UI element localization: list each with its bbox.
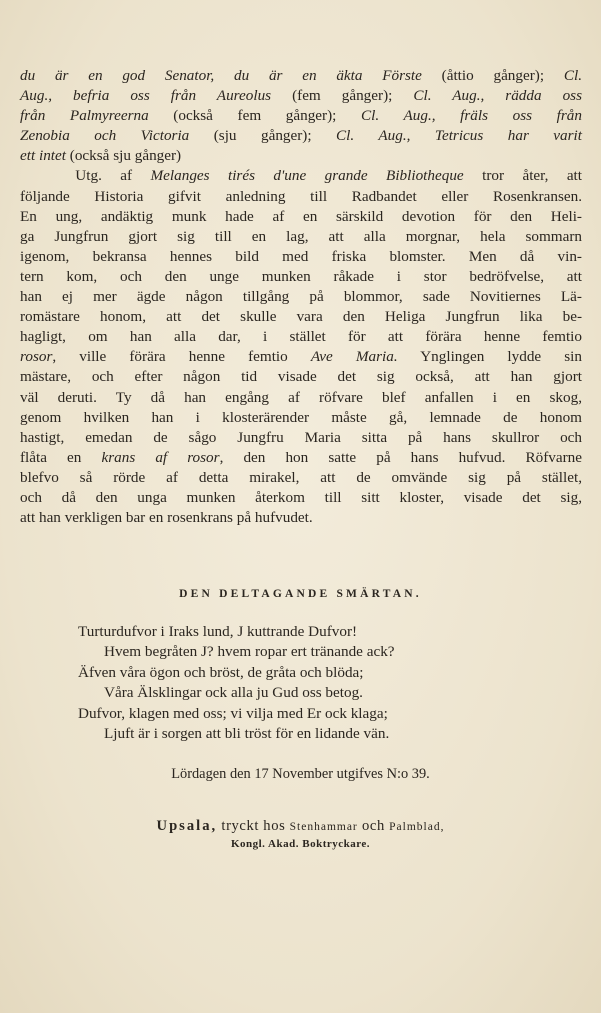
printer-name: Palmblad, xyxy=(389,821,445,833)
italic-text: Cl. Aug., fräls oss från xyxy=(336,107,582,125)
prose-line: och då den unga munken återkom till sitt kloster, visade det sig, xyxy=(20,488,582,506)
text: Utg. af xyxy=(75,167,151,185)
italic-text: Cl. xyxy=(544,67,582,84)
prose-line: tern kom, och den unge munken råkade i stor bedröfvelse, att xyxy=(20,267,582,285)
italic-text: Ave Maria. xyxy=(310,348,398,366)
italic-text: Cl. Aug., Tetricus har varit xyxy=(311,127,582,145)
issue-notice: Lördagen den 17 November utgifves N:o 39. xyxy=(171,766,430,782)
text: (åttio gånger); xyxy=(421,67,545,84)
imprint xyxy=(0,818,601,835)
prose-line: följande Historia gifvit anledning till Radbandet eller Rosenkransen. xyxy=(20,187,582,205)
prose-line: hagligt, om han alla dar, i stället för att förära henne femtio xyxy=(20,328,582,346)
text: (också sju gånger) xyxy=(65,147,182,165)
poem-line: Dufvor, klagen med oss; vi vilja med Er ock klaga; xyxy=(78,704,388,722)
prose-line: ga Jungfrun gjort sig till en lag, att alla morgnar, hela sommarn xyxy=(20,227,582,245)
prose-line xyxy=(20,126,582,146)
text: (fem gånger); xyxy=(271,87,393,105)
italic-text: från Palmyreerna xyxy=(20,107,149,125)
imprint-subtitle: Kongl. Akad. Boktryckare. xyxy=(230,838,371,850)
prose-line: han ej mer ägde någon tillgång på blommor, sade Novitiernes Lä- xyxy=(20,288,582,306)
poem-line: Turturdufvor i Iraks lund, J kuttrande Dufvor! xyxy=(78,623,358,640)
italic-text: Melanges tirés d'une grande Bibliotheque xyxy=(150,167,464,185)
text: Ynglingen lydde sin xyxy=(397,348,582,366)
prose-line: igenom, bekransa hennes bild med friska blomster. Men då vin- xyxy=(20,247,582,265)
prose-line: hastigt, emedan de sågo Jungfru Maria sitta på hans skullror och xyxy=(20,428,582,446)
italic-text: du är en god Senator, du är en äkta Förste xyxy=(20,67,422,84)
prose-line: romästare honom, att det skulle vara den Heliga Jungfrun lika be- xyxy=(20,308,582,326)
imprint-city: Upsala, xyxy=(156,818,218,834)
text: flåta en xyxy=(20,448,102,466)
text: (sju gånger); xyxy=(189,127,312,145)
imprint-text: tryckt hos xyxy=(217,818,290,834)
prose-line xyxy=(20,66,582,86)
poem-block xyxy=(78,622,518,744)
text: tror åter, att xyxy=(463,167,583,185)
prose-line: En ung, andäktig munk hade af en särskild devotion för den Heli- xyxy=(20,207,582,225)
prose-line xyxy=(20,448,582,468)
prose-line xyxy=(20,86,582,106)
prose-block xyxy=(20,66,582,528)
text: (också fem gånger); xyxy=(148,107,337,125)
italic-text: Cl. Aug., rädda oss xyxy=(392,87,582,105)
poem-title: DEN DELTAGANDE SMÄRTAN. xyxy=(179,588,422,600)
italic-text: krans af rosor xyxy=(101,448,220,466)
italic-text: ett intet xyxy=(20,147,66,165)
imprint-text: och xyxy=(357,818,390,834)
prose-line: genom hvilken han i klosterärender måste gå, lemnade de honom xyxy=(20,408,582,426)
prose-line: blefvo så rörde af detta mirakel, att de omvände sig på stället, xyxy=(20,468,582,486)
italic-text: Aug., befria oss från Aureolus xyxy=(20,87,272,105)
italic-text: rosor xyxy=(20,348,53,366)
poem-line: Våra Älsklingar ock alla ju Gud oss betog. xyxy=(104,684,363,702)
prose-line xyxy=(20,347,582,367)
poem-line: Ljuft är i sorgen att bli tröst för en lidande vän. xyxy=(104,725,390,743)
poem-line: Hvem begråten J? hvem ropar ert tränande ack? xyxy=(104,643,395,661)
prose-line xyxy=(20,146,582,166)
prose-line: väl deruti. Ty då han engång af röfvare blef anfallen i en skog, xyxy=(20,388,582,406)
printer-name: Stenhammar xyxy=(289,821,358,833)
prose-line: att han verkligen bar en rosenkrans på hufvudet. xyxy=(20,509,313,527)
text: , ville förära henne femtio xyxy=(52,348,311,366)
prose-line: mästare, och efter någon tid visade det sig också, att han gjort xyxy=(20,368,582,386)
prose-line xyxy=(20,166,582,186)
italic-text: Zenobia och Victoria xyxy=(20,127,190,145)
poem-line: Äfven våra ögon och bröst, de gråta och blöda; xyxy=(78,663,364,681)
text: , den hon satte på hans hufvud. Röfvarne xyxy=(219,448,582,466)
prose-line xyxy=(20,106,582,126)
